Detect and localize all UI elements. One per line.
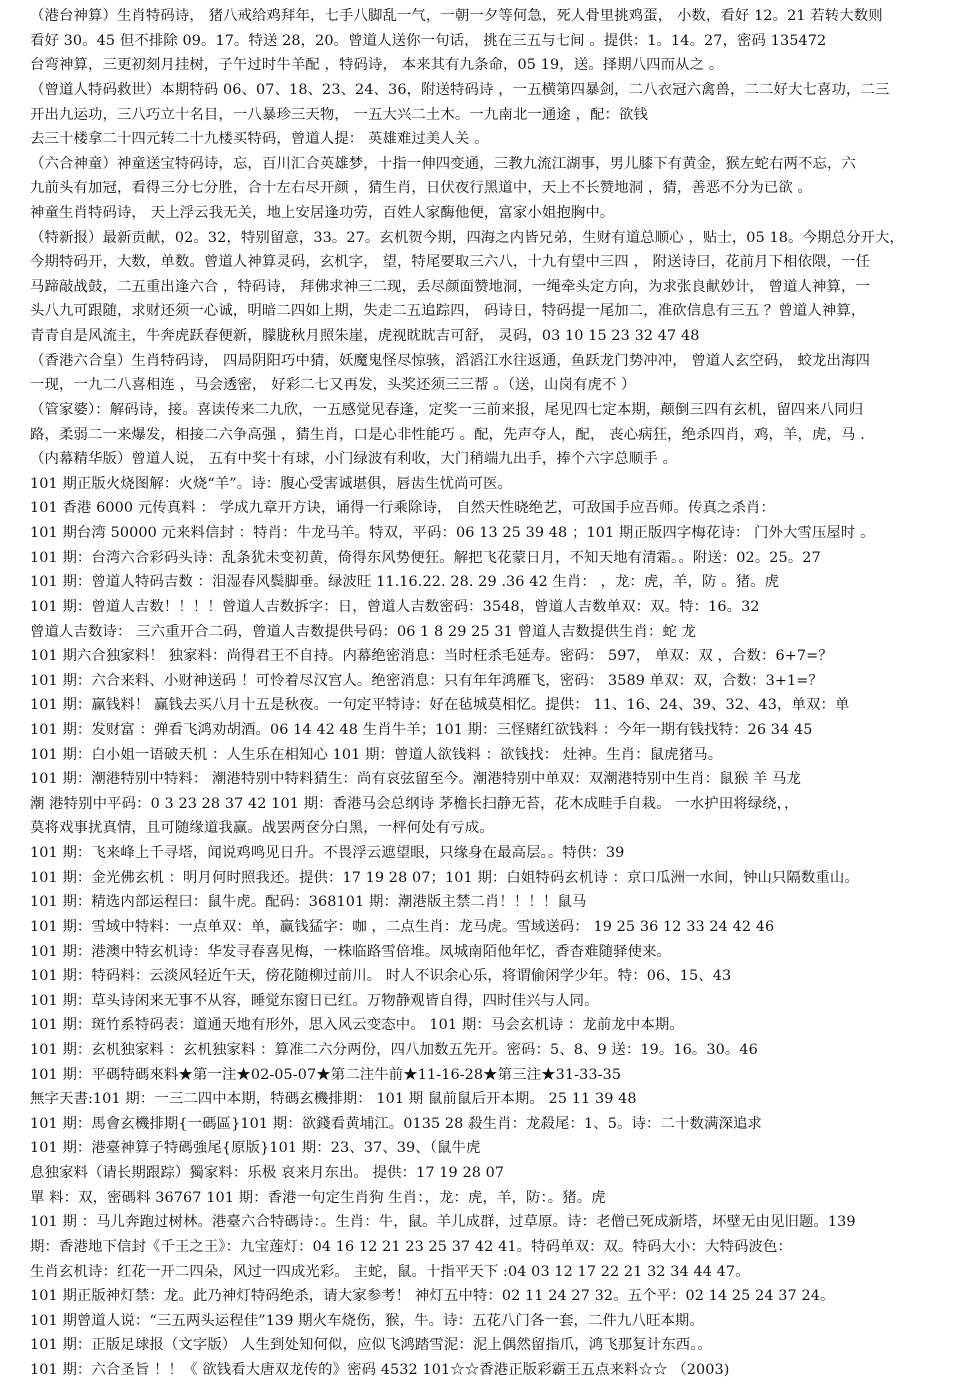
text-line-3: 台弯神算，三更初刻月挂树，子午过时牛羊配 ，特码诗， 本来其有九条命，05 19，送。择期八四而从之 。	[30, 57, 724, 74]
text-line-42: 101 期：斑竹系特码表：道通天地有形外，思入风云变态中。 101 期：马会玄机诗 ：龙前龙中本期。	[30, 1017, 684, 1034]
text-line-40: 101 期：特码料：云淡风轻近午天，傍花随柳过前川。 时人不识余心乐，将谓偷闲学少年。特：06、15、43	[30, 968, 732, 985]
text-line-16: 一现，一九二八喜相连 ，马会透密， 好彩二七又再发，头奖还须三三帮 。（送，山岗有虎不 ）	[30, 377, 636, 394]
text-line-36: 101 期：金光佛玄机 ：明月何时照我还。提供：17 19 28 07；101 期：白姐特码玄机诗 ：京口瓜洲一水间，钟山只隔数重山。	[30, 869, 859, 886]
text-line-45: 無字天書:101 期：一三二四中本期，特碼玄機排期： 101 期 鼠前鼠后开本期。 25 11 39 48	[30, 1091, 637, 1108]
text-line-37: 101 期：精选内部运程曰：鼠牛虎。配码：368101 期：潮港版主禁二肖！！！！鼠马	[30, 894, 587, 911]
text-line-43: 101 期：玄机独家料 ：玄机独家料 ：算准二六分两份，四八加数五先开。密码：5、8、9 送：19。16。30。46	[30, 1042, 758, 1058]
text-line-54: 101 期曾道人说：“三五两头运程佳”139 期火车烧伤，猴，牛。诗：五花八门各一套，二件九八旺本期。	[30, 1312, 704, 1329]
text-line-32: 101 期：潮港特别中特料： 潮港特别中特料猜生：尚有哀弦留至今。潮港特别中单双：双潮港特别中生肖：鼠猴 羊 马龙	[30, 771, 801, 788]
text-line-13: 头八九可跟随，求财还须一心诚，明暗二四如上期，失走二五追踪四， 码诗日，特码提一尾加二，准砍信息有三五 ？曾道人神算，	[30, 303, 866, 320]
text-line-22: 101 期台湾 50000 元来料信封 ：特肖：牛龙马羊。特双，平码：06 13 25 39 48 ；101 期正版四字梅花诗： 门外大雪压屋时 。	[30, 525, 875, 541]
text-line-34: 莫将戏事扰真情，且可随缘道我赢。战罢两奁分白黑，一枰何处有亏成。	[30, 820, 494, 837]
text-line-15: （香港六合皇）生肖特码诗， 四局阴阳巧中猜，妖魔鬼怪尽惊骇，滔滔江水往返通，鱼跃龙门势冲冲， 曾道人玄空码， 蛟龙出海四	[30, 352, 870, 369]
text-line-29: 101 期：赢钱料！ 赢钱去买八月十五是秋夜。一句定平特诗：好在毡城莫相忆。提供： 11、16、24、39、32、43，单双：单	[30, 697, 850, 714]
text-line-24: 101 期：曾道人特码吉数 ：泪湿春风鬓脚垂。绿波旺 11.16.22. 28. 29 .36 42 生肖： ，龙：虎，羊，防 。猪。虎	[30, 574, 780, 591]
text-line-2: 看好 30。45 但不排除 09。17。特送 28，20。曾道人送你一句话， 挑在三五与七间 。提供：1。14。27，密码 135472	[30, 32, 827, 49]
text-line-9: 神童生肖特码诗， 天上浮云我无关，地上安居逢功劳，百姓人家酶他便，富家小姐抱胸中。	[30, 204, 615, 221]
text-line-12: 马蹄敲战鼓，二五重出逢六合 ，特码诗， 拜佛求神三二现，丢尽颜面赞地洞，一绳牵头定方向，为求张良献妙计， 曾道人神算，一	[30, 278, 870, 295]
text-line-39: 101 期：港澳中特玄机诗：华发寻春喜见梅，一株临路雪倍堆。凤城南陌他年忆，香杳难随驿使来。	[30, 943, 672, 960]
text-line-5: 开出九运功，三八巧立十名目，一八暴珍三天物， 一五大兴二土木。一九南北一通途 ，配：欲钱	[30, 106, 648, 123]
text-line-18: 路，柔弱二一来爆发，相接二六争高强 ，猜生肖，口是心非性能巧 。配，先声夺人，配， 丧心病狂，绝杀四肖，鸡，羊，虎，马 .	[30, 426, 865, 443]
text-line-20: 101 期正版火烧图解：火烧“羊”。诗：腹心受害诚堪俱，唇齿生忧尚可医。	[30, 475, 513, 492]
text-line-53: 101 期正版神灯禁：龙。此乃神灯特码绝杀，请大家参考！ 神灯五中特：02 11 24 27 32。五个平：02 14 25 24 37 24。	[30, 1288, 835, 1305]
text-line-4: （曾道人特码救世）本期特码 06、07、18、23、24、36，附送特码诗 ，一五横第四暴剑，二八衣冠六禽兽，二二好大七喜功，二三	[30, 81, 890, 98]
text-line-28: 101 期：六合来料、小财神送码 ！可怜着尽汉宫人。绝密消息：只有年年鸿雁飞，密码： 3589 单双：双，合数：3+1=？	[30, 672, 823, 689]
text-line-50: 101 期 ：马儿奔跑过树林。港臺六合特碼诗：。生肖：牛，鼠。羊儿成群，过草原。诗：老僧已死成新塔，坏壁无由见旧题。139	[30, 1214, 856, 1231]
text-line-51: 期：香港地下信封《千王之王》：九宝莲灯：04 16 12 21 23 25 37 42 41。特码单双：双。特码大小：大特码波色：	[30, 1238, 792, 1255]
text-line-1: （港台神算）生肖特码诗， 猪八戒给鸡拜年，七手八脚乱一气，一朝一夕等何急，死人骨里挑鸡蛋， 小数，看好 12。21 若转大数则	[30, 8, 883, 24]
text-line-23: 101 期：台湾六合彩码头诗：乱条犹未变初黄，倚得东风势便狂。解把飞花蒙日月，不知天地有清霜。。附送：02。25。27	[30, 549, 821, 566]
text-line-27: 101 期六合独家料！ 独家料：尚得君王不自持。内幕绝密消息：当时枉杀毛延寿。密码： 597， 单双：双 ，合数：6+7=？	[30, 648, 833, 665]
text-line-19: （内幕精华版）曾道人说， 五有中奖十有球，小门绿波有利收，大门稍端九出手，捧个六字总顺手 。	[30, 451, 677, 468]
text-line-8: 九前头有加冠，看得三分七分胜，合十左右尽开颜 ，猜生肖，日伏夜行黑道中，天上不长赞地洞 ，猜，善恶不分为已欲 。	[30, 180, 813, 197]
text-line-38: 101 期：雪域中特料：一点单双：单，赢钱猛字：咖 ，二点生肖：龙马虎。雪域送码： 19 25 36 12 33 24 42 46	[30, 918, 775, 935]
text-line-10: （特新报）最新贡献，02。32，特别留意，33。27。玄机贺今期，四海之内皆兄弟，生财有道总顺心 ，贴士，05 18。今期总分开大，	[30, 229, 904, 246]
text-line-47: 101 期：港臺神算子特碼強尾{原版}101 期：23、37、39、（鼠牛虎	[30, 1140, 481, 1157]
text-line-6: 去三十楼拿二十四元转二十九楼买特码，曾道人提： 英雄难过美人关 。	[30, 131, 489, 148]
text-line-48: 息独家料（请长期跟踪）獨家料：乐极 哀来月东出。 提供：17 19 28 07	[30, 1165, 505, 1182]
text-line-35: 101 期：飞来峰上千寻塔，闻说鸡鸣见日升。不畏浮云遮望眼，只缘身在最高层。。特供：39	[30, 845, 625, 861]
text-line-56: 101 期：六合圣旨 ！！《 欲钱看大唐双龙传的》密码 4532 101☆☆香港正版彩霸王五点来料☆☆ （2003)	[30, 1362, 730, 1378]
text-line-17: （管家婆）：解码诗，接。喜读传来二九欣，一五感觉见春逢，定奖一三前来报，尾见四七定本期，颠倒三四有玄机，留四来八同归	[30, 401, 864, 418]
text-line-30: 101 期：发财富 ：弹看飞鸿劝胡酒。06 14 42 48 生肖牛羊；101 期：三怪赌红欲钱料 ：今年一期有钱找特：26 34 45	[30, 721, 813, 738]
text-line-52: 生肖玄机诗：红花一开二四朵，风过一四成光彩。 主蛇，鼠。十指平天下 :04 03 12 17 22 21 32 34 44 47。	[30, 1263, 750, 1280]
text-line-11: 今期特码开，大数，单数。曾道人神算灵码，玄机字， 望，特尾要取三六八，十九有望中三四 ， 附送诗曰，花前月下相依隈，一任	[30, 254, 870, 271]
text-line-7: （六合神童）神童送宝特码诗，忘，百川汇合英雄梦，十指一伸四变通，三教九流江湖事，男儿膝下有黄金，猴左蛇右两不忘，六	[30, 155, 856, 172]
text-line-46: 101 期：馬會玄機排期{一碼區}101 期：欲錢看黄埔江。0135 28 殺生肖：龙殺尾：1、5。诗：二十数满深追求	[30, 1115, 762, 1132]
text-line-33: 潮 港特别中平码：0 3 23 28 37 42 101 期：香港马会总纲诗 茅檐长扫静无苔，花木成畦手自栽。 一水护田将绿绕，，	[30, 795, 799, 812]
text-line-49: 單 料：双，密碼料 36767 101 期：香港一句定生肖狗 生肖：，龙：虎，羊，防：。猪。虎	[30, 1189, 606, 1206]
text-line-41: 101 期：草头诗闲来无事不从容，睡觉东窗日已红。万物静观皆自得，四时佳兴与人同。	[30, 992, 599, 1009]
text-line-31: 101 期：白小姐一语破天机 ：人生乐在相知心 101 期：曾道人欲钱料 ：欲钱找： 灶神。生肖：鼠虎猪马。	[30, 746, 723, 763]
text-line-21: 101 香港 6000 元传真料 ： 学成九章开方诀，诵得一行乘除诗， 自然天性晓绝艺，可敌国手应吾师。传真之杀肖：	[30, 500, 775, 517]
text-line-25: 101 期：曾道人吉数！！！！曾道人吉数拆字：日，曾道人吉数密码：3548，曾道人吉数单双：双。特：16。32	[30, 598, 760, 615]
text-line-55: 101 期：正版足球报（文字版） 人生到处知何似，应似飞鸿踏雪泥：泥上偶然留指爪，鸿飞那复计东西。。	[30, 1337, 712, 1354]
text-line-14: 青青自是风流主，牛奔虎跃春便新，朦胧秋月照朱崖，虎视眈眈吉可舒， 灵码，03 10 15 23 32 47 48	[30, 328, 700, 344]
text-line-26: 曾道人吉数诗： 三六重开合二码，曾道人吉数提供号码：06 1 8 29 25 31 曾道人吉数提供生肖：蛇 龙	[30, 623, 697, 640]
text-line-44: 101 期：平碼特碼來料★第一注★02-05-07★第二注牛前★11-16-28★第三注★31-33-35	[30, 1066, 622, 1083]
